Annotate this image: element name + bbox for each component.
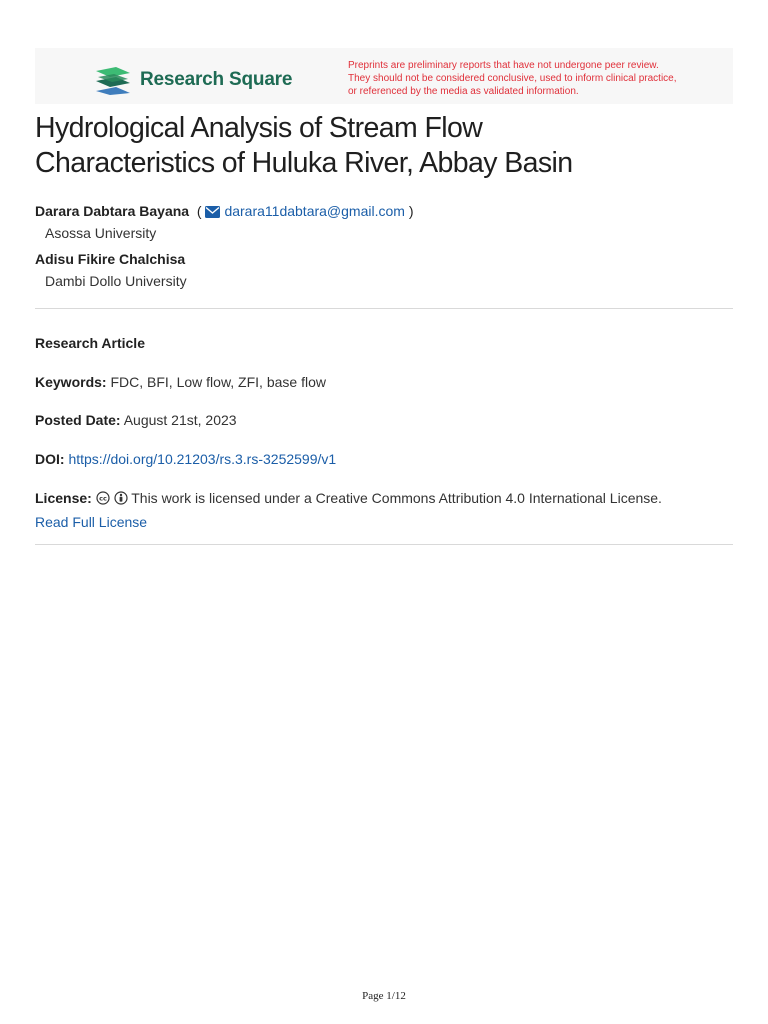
author-1-email-link[interactable]: [205, 203, 405, 219]
article-type-value: Research Article: [35, 335, 145, 351]
cc-icon: [96, 491, 110, 505]
doi-row: [35, 451, 336, 467]
divider-bottom: [35, 544, 733, 545]
author-1-affiliation: Asossa University: [45, 225, 157, 241]
license-label: License:: [35, 490, 92, 506]
read-full-license-link[interactable]: Read Full License: [35, 514, 148, 530]
envelope-icon: [205, 206, 220, 218]
svg-text:cc: cc: [98, 494, 107, 503]
author-1-email: darara11dabtara@gmail.com: [224, 203, 405, 219]
paper-title-line-1: Hydrological Analysis of Stream Flow: [35, 112, 483, 144]
posted-date-label: Posted Date:: [35, 412, 121, 428]
author-1-name: Darara Dabtara Bayana: [35, 203, 190, 219]
author-2: [35, 251, 185, 267]
keywords-row: [35, 374, 326, 390]
doi-link[interactable]: https://doi.org/10.21203/rs.3.rs-3252599/v1: [68, 451, 337, 467]
disclaimer-line-3: or referenced by the media as validated information.: [348, 86, 579, 97]
logo-text: Research Square: [140, 69, 293, 90]
divider-top: [35, 308, 733, 309]
research-square-logo[interactable]: [94, 64, 292, 96]
paper-title-line-2: Characteristics of Huluka River, Abbay Basin: [35, 147, 573, 179]
keywords-value: FDC, BFI, Low flow, ZFI, base flow: [110, 374, 326, 390]
article-type: [35, 335, 145, 351]
by-attribution-icon: [114, 491, 128, 505]
disclaimer-line-2: They should not be considered conclusive, used to inform clinical practice,: [348, 73, 677, 84]
research-square-logo-icon: [94, 65, 132, 95]
paper-title: [35, 111, 735, 181]
author-1: [35, 203, 414, 219]
doi-label: DOI:: [35, 451, 65, 467]
disclaimer-line-1: Preprints are preliminary reports that have not undergone peer review.: [348, 60, 659, 71]
posted-date-row: [35, 412, 237, 428]
keywords-label: Keywords:: [35, 374, 107, 390]
author-2-name: Adisu Fikire Chalchisa: [35, 251, 186, 267]
author-2-affiliation: Dambi Dollo University: [45, 273, 187, 289]
license-text: This work is licensed under a Creative Commons Attribution 4.0 International License.: [131, 490, 662, 506]
license-icons: [96, 491, 128, 508]
page-number: Page 1/12: [362, 990, 406, 1002]
read-full-license-row: [35, 514, 147, 530]
preprint-disclaimer: [348, 59, 728, 98]
license-row: [35, 490, 662, 508]
author-1-email-wrap: ( darara11dabtara@gmail.com ): [192, 203, 414, 219]
posted-date-value: August 21st, 2023: [123, 412, 237, 428]
